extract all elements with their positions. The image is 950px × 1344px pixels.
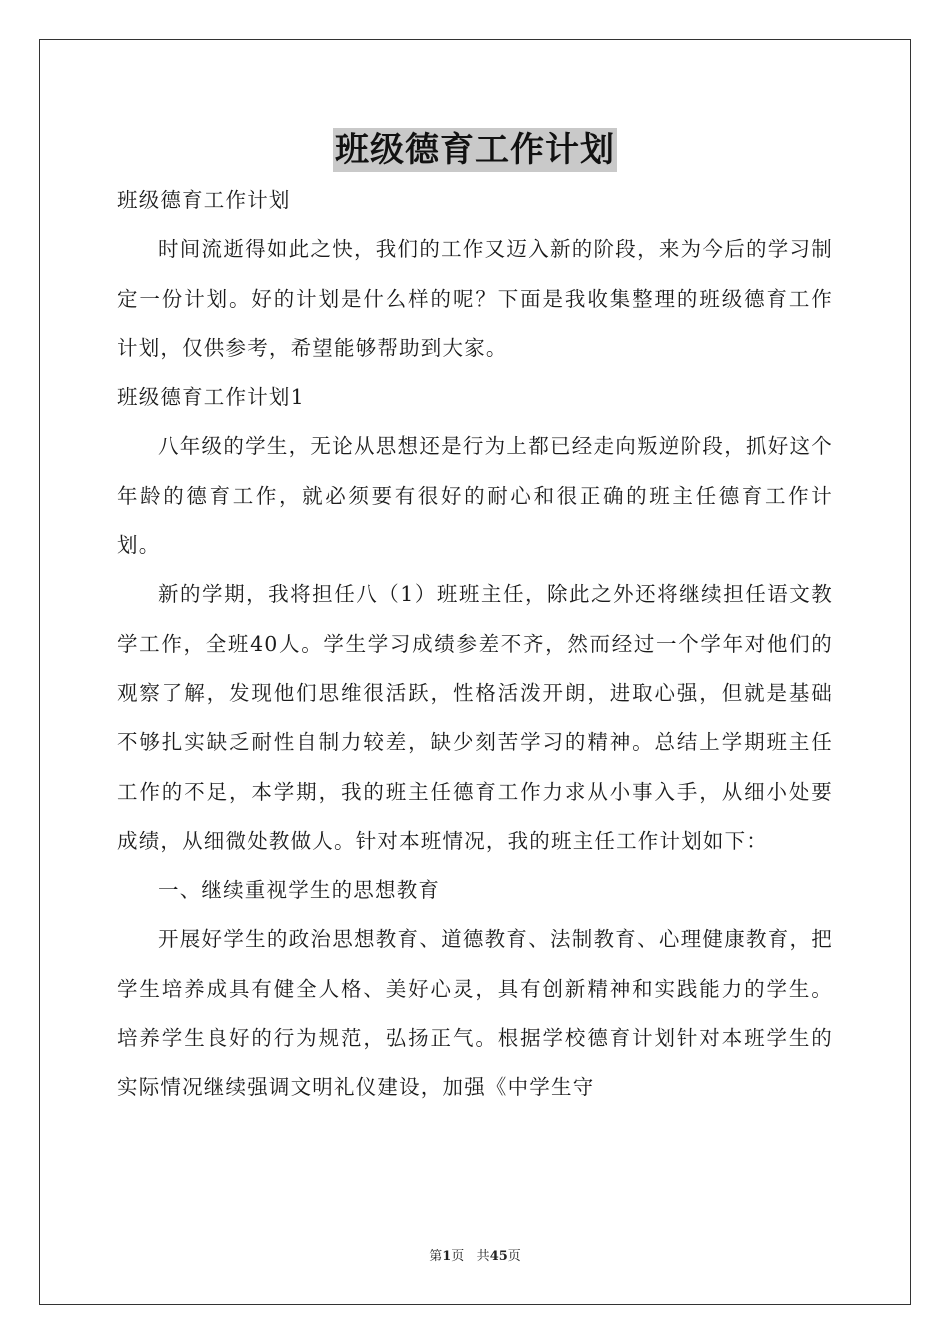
document-body: [117, 176, 833, 1113]
paragraph: 新的学期，我将担任八（1）班班主任，除此之外还将继续担任语文教学工作，全班40人。学生学习成绩参差不齐，然而经过一个学年对他们的观察了解，发现他们思维很活跃，性格活泼开朗，进取心强，但就是基础不够扎实缺乏耐性自制力较差，缺少刻苦学习的精神。总结上学期班主任工作的不足，本学期，我的班主任德育工作力求从小事入手，从细小处要成绩，从细微处教做人。针对本班情况，我的班主任工作计划如下：: [117, 582, 833, 853]
footer-total-suffix: 页: [507, 1249, 521, 1264]
footer-page-number: 1: [442, 1249, 452, 1264]
paragraph: 班级德育工作计划: [117, 188, 291, 212]
footer-page-prefix: 第: [429, 1249, 443, 1264]
paragraph: 班级德育工作计划1: [117, 385, 305, 410]
document-title-text: 班级德育工作计划: [335, 130, 615, 170]
document-title: [0, 128, 950, 172]
paragraph: 开展好学生的政治思想教育、道德教育、法制教育、心理健康教育，把学生培养成具有健全人格、美好心灵，具有创新精神和实践能力的学生。培养学生良好的行为规范，弘扬正气。根据学校德育计划针对本班学生的实际情况继续强调文明礼仪建设，加强《中学生守: [117, 927, 833, 1100]
footer-total-pages: 45: [489, 1249, 508, 1264]
footer-page-suffix: 页: [451, 1249, 465, 1264]
paragraph: 一、继续重视学生的思想教育: [158, 878, 441, 903]
paragraph: 八年级的学生，无论从思想还是行为上都已经走向叛逆阶段，抓好这个年龄的德育工作，就必须要有很好的耐心和很正确的班主任德育工作计划。: [117, 434, 833, 558]
paragraph: 时间流逝得如此之快，我们的工作又迈入新的阶段，来为今后的学习制定一份计划。好的计划是什么样的呢？下面是我收集整理的班级德育工作计划，仅供参考，希望能够帮助到大家。: [117, 237, 833, 360]
page-footer: [0, 1248, 950, 1266]
footer-total-prefix: 共: [476, 1249, 490, 1264]
